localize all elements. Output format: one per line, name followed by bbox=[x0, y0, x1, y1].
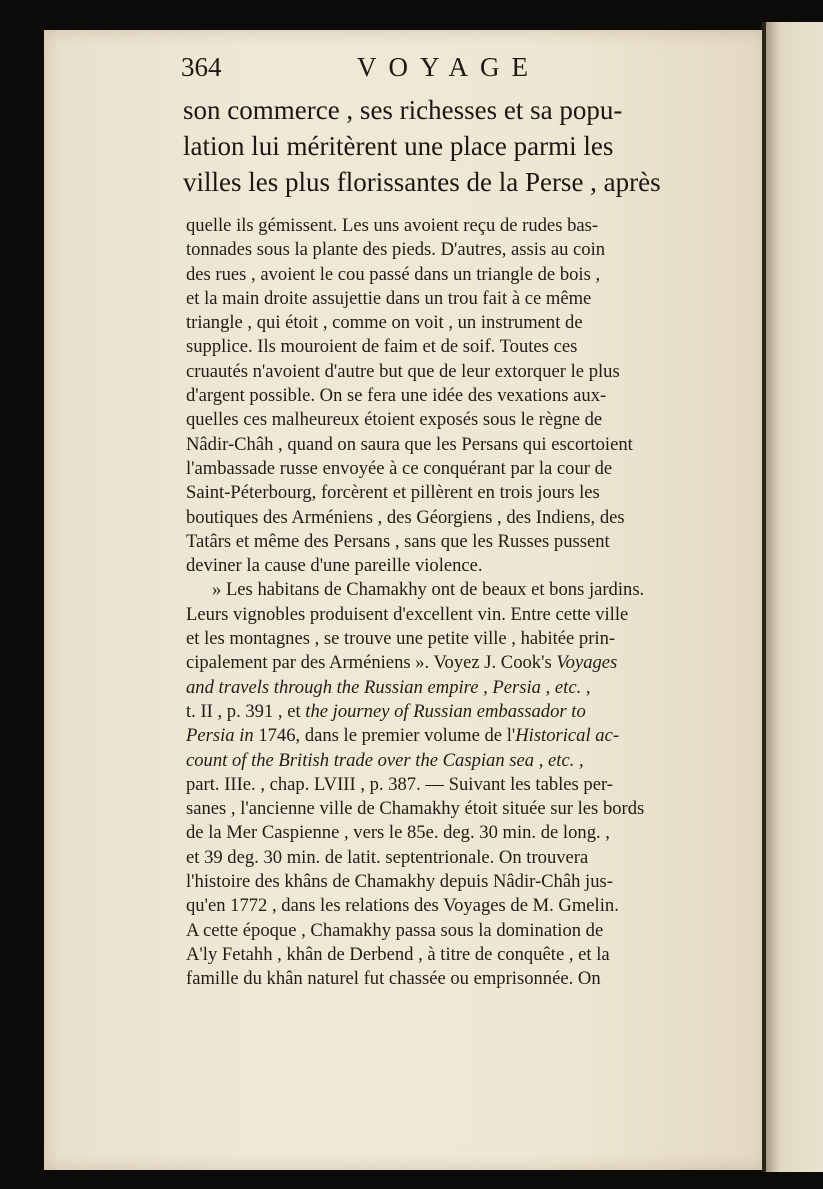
note-line: triangle , qui étoit , comme on voit , un instrument de bbox=[186, 312, 583, 334]
italic-title: the journey of Russian embassador to bbox=[305, 700, 586, 722]
note-line: Nâdir-Châh , quand on saura que les Persans qui escortoient bbox=[186, 433, 633, 455]
note-line: sanes , l'ancienne ville de Chamakhy étoit située sur les bords bbox=[186, 798, 645, 820]
note-line bbox=[186, 724, 726, 748]
note-line: A cette époque , Chamakhy passa sous la domination de bbox=[186, 919, 604, 941]
note-line: quelle ils gémissent. Les uns avoient reçu de rudes bas- bbox=[186, 215, 599, 236]
note-line: des rues , avoient le cou passé dans un triangle de bois , bbox=[186, 263, 601, 285]
note-line-part: cipalement par des Arméniens ». Voyez J. Cook's bbox=[186, 652, 552, 674]
note-line: de la Mer Caspienne , vers le 85e. deg. 30 min. de long. , bbox=[186, 822, 610, 844]
note-line: l'ambassade russe envoyée à ce conquérant par la cour de bbox=[186, 457, 613, 479]
note-line bbox=[186, 749, 726, 773]
facing-page-edge bbox=[766, 22, 823, 1172]
note-line bbox=[186, 651, 726, 675]
note-line: qu'en 1772 , dans les relations des Voyages de M. Gmelin. bbox=[186, 895, 619, 917]
note-line: quelles ces malheureux étoient exposés sous le règne de bbox=[186, 409, 603, 431]
note-line bbox=[186, 700, 726, 724]
main-text-line: son commerce , ses richesses et sa popu- bbox=[183, 95, 623, 125]
italic-title: Persia in bbox=[186, 725, 254, 747]
running-title: VOYAGE bbox=[357, 52, 540, 82]
note-line: » Les habitans de Chamakhy ont de beaux et bons jardins. bbox=[212, 579, 645, 601]
note-line-part: 1746, dans le premier volume de l' bbox=[258, 725, 516, 747]
italic-title: Voyages bbox=[556, 652, 618, 674]
note-line: l'histoire des khâns de Chamakhy depuis Nâdir-Châh jus- bbox=[186, 871, 613, 893]
italic-title: and travels through the Russian empire , Persia , etc. , bbox=[186, 676, 591, 698]
italic-title: Historical ac- bbox=[515, 725, 620, 747]
page-header bbox=[181, 52, 701, 92]
note-line: d'argent possible. On se fera une idée des vexations aux- bbox=[186, 385, 607, 407]
note-line: boutiques des Arméniens , des Géorgiens , des Indiens, des bbox=[186, 506, 625, 528]
main-text bbox=[183, 92, 723, 200]
footnote-text bbox=[186, 214, 726, 992]
note-line: A'ly Fetahh , khân de Derbend , à titre de conquête , et la bbox=[186, 943, 610, 965]
page-number: 364 bbox=[181, 52, 222, 82]
note-line: Saint-Péterbourg, forcèrent et pillèrent en trois jours les bbox=[186, 482, 600, 504]
main-text-line: lation lui méritèrent une place parmi les bbox=[183, 131, 614, 161]
note-line: et 39 deg. 30 min. de latit. septentrionale. On trouvera bbox=[186, 846, 589, 868]
note-line: deviner la cause d'une pareille violence. bbox=[186, 555, 483, 577]
note-line: Tatârs et même des Persans , sans que les Russes pussent bbox=[186, 530, 610, 552]
note-line: supplice. Ils mouroient de faim et de soif. Toutes ces bbox=[186, 336, 578, 358]
note-line: et les montagnes , se trouve une petite ville , habitée prin- bbox=[186, 628, 616, 650]
note-line: part. IIIe. , chap. LVIII , p. 387. — Suivant les tables per- bbox=[186, 773, 613, 795]
note-line: et la main droite assujettie dans un trou fait à ce même bbox=[186, 287, 592, 309]
note-line bbox=[186, 676, 726, 700]
italic-title: count of the British trade over the Caspian sea , etc. , bbox=[186, 749, 584, 771]
note-line: cruautés n'avoient d'autre but que de leur extorquer le plus bbox=[186, 360, 620, 382]
main-text-line: villes les plus florissantes de la Perse , après bbox=[183, 167, 661, 197]
note-line: famille du khân naturel fut chassée ou emprisonnée. On bbox=[186, 968, 601, 990]
note-line-part: t. II , p. 391 , et bbox=[186, 700, 301, 722]
note-line: tonnades sous la plante des pieds. D'autres, assis au coin bbox=[186, 239, 606, 261]
note-line: Leurs vignobles produisent d'excellent vin. Entre cette ville bbox=[186, 603, 629, 625]
